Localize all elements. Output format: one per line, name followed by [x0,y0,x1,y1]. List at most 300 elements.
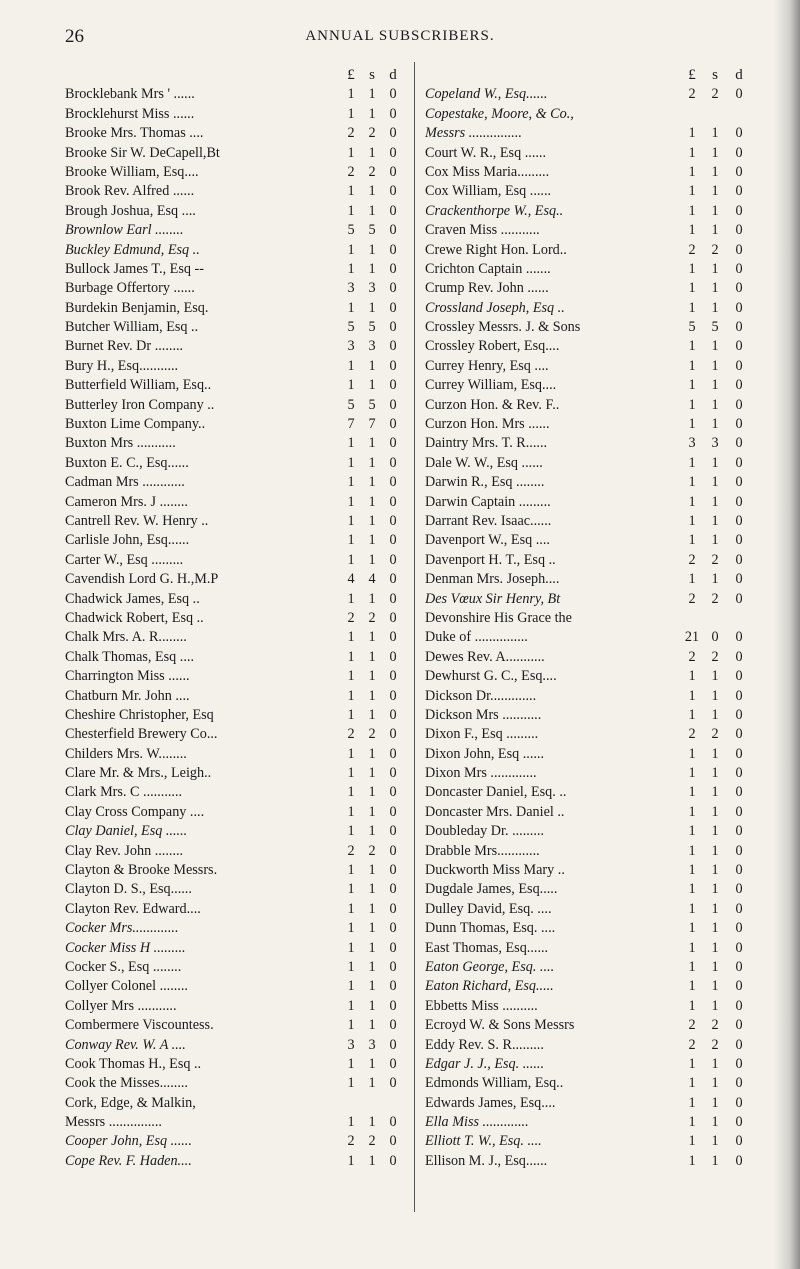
pounds-amount: 1 [347,784,355,801]
subscriber-row [425,628,759,647]
subscriber-name: Cook the Misses........ [65,1075,188,1092]
pence-amount: 0 [735,532,743,549]
pence-amount: 0 [389,609,397,626]
subscriber-name: Crossland Joseph, Esq .. [425,299,565,316]
subscriber-row [65,454,405,473]
pence-amount: 0 [735,454,743,471]
pounds-amount: 1 [347,590,355,607]
subscriber-name: Doubleday Dr. ......... [425,823,544,840]
pounds-amount: 1 [347,1017,355,1034]
subscriber-name: Cocker Mrs............. [65,920,179,937]
subscriber-name: Eaton Richard, Esq..... [425,978,554,995]
subscriber-row [425,396,759,415]
pence-amount: 0 [735,338,743,355]
shillings-amount: 1 [368,86,376,103]
shillings-amount: 1 [711,920,719,937]
shillings-amount: 1 [368,648,376,665]
shillings-amount: 1 [368,900,376,917]
subscriber-name: Doncaster Daniel, Esq. .. [425,784,567,801]
pounds-amount: 3 [347,1036,355,1053]
shillings-amount: 3 [711,435,719,452]
subscriber-row [65,144,405,163]
subscriber-name: Ebbetts Miss .......... [425,997,538,1014]
subscriber-name: Curzon Hon. & Rev. F.. [425,396,560,413]
shillings-header: s [712,67,718,83]
subscriber-name: Bullock James T., Esq -- [65,260,204,277]
pence-amount: 0 [735,241,743,258]
pounds-amount: 1 [347,183,355,200]
subscriber-name: Dunn Thomas, Esq. .... [425,920,556,937]
shillings-amount: 1 [368,1055,376,1072]
subscriber-name: Cox Miss Maria......... [425,163,550,180]
subscriber-name: Chadwick James, Esq .. [65,590,200,607]
subscriber-name: Burnet Rev. Dr ........ [65,338,184,355]
subscriber-row [425,512,759,531]
shillings-amount: 1 [711,396,719,413]
pounds-amount: 1 [688,260,696,277]
shillings-amount: 3 [368,280,376,297]
shillings-amount: 1 [711,571,719,588]
pence-amount: 0 [735,978,743,995]
subscriber-name: Davenport W., Esq .... [425,532,550,549]
pounds-amount: 1 [347,803,355,820]
subscriber-row [425,279,759,298]
shillings-amount: 2 [368,609,376,626]
pence-amount: 0 [389,299,397,316]
pence-amount: 0 [389,668,397,685]
subscriber-name: Brooke William, Esq.... [65,163,199,180]
pence-amount: 0 [735,745,743,762]
shillings-amount: 1 [368,493,376,510]
pounds-amount: 1 [347,260,355,277]
pounds-amount: 1 [347,920,355,937]
shillings-amount: 1 [711,1055,719,1072]
subscriber-name: Court W. R., Esq ...... [425,144,547,161]
subscriber-row [425,202,759,221]
shillings-amount: 5 [368,222,376,239]
pounds-amount: 1 [688,571,696,588]
subscriber-name: Messrs ............... [65,1114,162,1131]
pence-amount: 0 [735,668,743,685]
pounds-amount: 1 [347,377,355,394]
subscriber-name: Chalk Thomas, Esq .... [65,648,194,665]
shillings-amount: 5 [368,319,376,336]
subscriber-name: Brough Joshua, Esq .... [65,202,196,219]
subscriber-row [425,842,759,861]
pence-amount: 0 [389,590,397,607]
subscriber-row [65,1074,405,1093]
subscriber-name: Eaton George, Esq. .... [425,958,555,975]
subscriber-name: Crewe Right Hon. Lord.. [425,241,567,258]
pence-amount: 0 [735,299,743,316]
subscriber-row [65,396,405,415]
subscriber-row [65,551,405,570]
subscriber-row [425,783,759,802]
pence-amount: 0 [735,377,743,394]
page-header [0,26,800,48]
subscriber-row [65,725,405,744]
subscriber-row [425,764,759,783]
pounds-amount: 1 [347,668,355,685]
pounds-amount: 1 [347,86,355,103]
pence-amount: 0 [735,1114,743,1131]
subscriber-row [425,939,759,958]
shillings-amount: 1 [368,1075,376,1092]
subscriber-name: Bury H., Esq........... [65,357,179,374]
pence-amount: 0 [735,222,743,239]
subscriber-name: Ecroyd W. & Sons Messrs [425,1017,575,1034]
pounds-amount: 1 [688,377,696,394]
shillings-amount: 1 [711,862,719,879]
pounds-amount: 1 [347,900,355,917]
pounds-amount: 1 [347,862,355,879]
pounds-amount: 1 [347,881,355,898]
pounds-amount: 2 [347,726,355,743]
pence-amount: 0 [389,1133,397,1150]
pounds-amount: 1 [688,493,696,510]
subscriber-row [65,241,405,260]
pence-amount: 0 [389,687,397,704]
subscriber-row [65,376,405,395]
pence-amount: 0 [735,202,743,219]
shillings-amount: 1 [711,144,719,161]
pounds-amount: 1 [688,532,696,549]
subscriber-name: Daintry Mrs. T. R...... [425,435,548,452]
pence-amount: 0 [735,416,743,433]
subscriber-row [65,1055,405,1074]
shillings-amount: 1 [711,706,719,723]
pounds-amount: 1 [347,551,355,568]
subscriber-name: Clayton Rev. Edward.... [65,900,201,917]
pence-amount: 0 [389,958,397,975]
pence-amount: 0 [735,1075,743,1092]
page-edge-shadow [774,0,800,1269]
subscriber-row [65,745,405,764]
subscriber-name: Chadwick Robert, Esq .. [65,609,204,626]
pence-amount: 0 [735,183,743,200]
shillings-amount: 2 [711,1017,719,1034]
shillings-amount: 2 [368,125,376,142]
pence-header: d [735,67,743,83]
subscriber-name: Currey Henry, Esq .... [425,357,549,374]
subscriber-name: Crump Rev. John ...... [425,280,549,297]
pence-amount: 0 [389,280,397,297]
pounds-amount: 1 [347,648,355,665]
subscriber-name: Childers Mrs. W........ [65,745,187,762]
pence-amount: 0 [735,1152,743,1169]
pence-amount: 0 [735,881,743,898]
pounds-amount: 1 [688,512,696,529]
subscriber-row [425,977,759,996]
shillings-amount: 1 [711,939,719,956]
subscriber-row [425,609,759,628]
subscriber-row [65,531,405,550]
subscriber-name: Crossley Messrs. J. & Sons [425,319,581,336]
left-subscriber-column [65,66,405,1171]
shillings-amount: 2 [368,163,376,180]
subscriber-name: Charrington Miss ...... [65,668,190,685]
pence-amount: 0 [735,726,743,743]
subscriber-row [65,1016,405,1035]
subscriber-name: Dixon F., Esq ......... [425,726,539,743]
pounds-amount: 1 [347,299,355,316]
shillings-amount: 1 [711,377,719,394]
page-number: 26 [65,26,84,47]
subscriber-name: Ella Miss ............. [425,1114,529,1131]
pence-amount: 0 [389,997,397,1014]
subscriber-row [425,376,759,395]
shillings-amount: 7 [368,416,376,433]
subscriber-row [425,706,759,725]
shillings-amount: 2 [711,551,719,568]
pounds-amount: 2 [347,609,355,626]
subscriber-row [425,822,759,841]
subscriber-name: Cope Rev. F. Haden.... [65,1152,192,1169]
pounds-amount: 1 [688,862,696,879]
subscriber-name: Davenport H. T., Esq .. [425,551,556,568]
subscriber-row [425,531,759,550]
subscriber-name: Darrant Rev. Isaac...... [425,512,552,529]
pounds-amount: 1 [347,474,355,491]
subscriber-name: Drabble Mrs............ [425,842,540,859]
shillings-amount: 2 [368,726,376,743]
shillings-amount: 1 [368,105,376,122]
subscriber-row [425,551,759,570]
pence-amount: 0 [735,862,743,879]
subscriber-row [425,1016,759,1035]
pence-amount: 0 [735,493,743,510]
shillings-amount: 1 [711,900,719,917]
shillings-amount: 0 [711,629,719,646]
subscriber-row [425,1094,759,1113]
subscriber-row [65,764,405,783]
subscriber-name: Currey William, Esq.... [425,377,557,394]
subscriber-row [65,1152,405,1171]
pence-amount: 0 [389,648,397,665]
shillings-amount: 1 [368,668,376,685]
subscriber-row [65,687,405,706]
pounds-amount: 1 [347,532,355,549]
subscriber-row [425,357,759,376]
subscriber-row [425,454,759,473]
shillings-amount: 1 [711,1114,719,1131]
subscriber-row [65,648,405,667]
subscriber-name: Brocklehurst Miss ...... [65,105,195,122]
shillings-amount: 1 [368,765,376,782]
subscriber-row [65,919,405,938]
pence-amount: 0 [389,416,397,433]
pence-amount: 0 [389,745,397,762]
subscriber-row [65,1132,405,1151]
pence-amount: 0 [389,920,397,937]
pence-amount: 0 [389,939,397,956]
shillings-amount: 1 [368,377,376,394]
subscriber-row [425,803,759,822]
subscriber-name: Clay Rev. John ........ [65,842,184,859]
pence-amount: 0 [389,765,397,782]
pence-amount: 0 [735,435,743,452]
subscriber-name: Buckley Edmund, Esq .. [65,241,200,258]
pounds-amount: 1 [347,958,355,975]
subscriber-name: Copestake, Moore, & Co., [425,105,574,122]
subscriber-row [425,1036,759,1055]
shillings-amount: 1 [711,163,719,180]
pounds-amount: 1 [688,454,696,471]
subscriber-name: Cork, Edge, & Malkin, [65,1094,196,1111]
pounds-amount: 2 [347,163,355,180]
shillings-amount: 1 [711,357,719,374]
shillings-header: s [369,67,375,83]
subscriber-row [425,880,759,899]
pounds-amount: 1 [688,1133,696,1150]
pounds-amount: 1 [688,765,696,782]
subscriber-row [425,260,759,279]
shillings-amount: 1 [711,125,719,142]
shillings-amount: 1 [711,532,719,549]
shillings-amount: 1 [711,299,719,316]
shillings-amount: 2 [711,86,719,103]
pounds-amount: 1 [688,803,696,820]
shillings-amount: 1 [368,1152,376,1169]
subscriber-row [65,977,405,996]
pounds-amount: 2 [688,86,696,103]
subscriber-name: Craven Miss ........... [425,222,540,239]
subscriber-row [65,628,405,647]
currency-header-row [425,66,759,85]
pounds-amount: 5 [347,222,355,239]
pence-amount: 0 [735,1017,743,1034]
subscriber-row [65,221,405,240]
subscriber-name: Dulley David, Esq. .... [425,900,552,917]
shillings-amount: 1 [711,183,719,200]
pounds-amount: 1 [688,125,696,142]
subscriber-row [65,337,405,356]
pounds-amount: 2 [347,842,355,859]
pence-amount: 0 [735,590,743,607]
subscriber-row [65,958,405,977]
subscriber-name: Chalk Mrs. A. R........ [65,629,187,646]
shillings-amount: 1 [368,551,376,568]
pence-amount: 0 [735,357,743,374]
pence-amount: 0 [735,1133,743,1150]
subscriber-row [425,919,759,938]
pence-amount: 0 [735,86,743,103]
pounds-amount: 1 [688,842,696,859]
pounds-amount: 1 [347,745,355,762]
subscriber-row [65,590,405,609]
pence-amount: 0 [735,571,743,588]
pence-amount: 0 [735,1055,743,1072]
subscriber-row [425,648,759,667]
subscriber-row [65,939,405,958]
subscriber-row [65,85,405,104]
pence-header: d [389,67,397,83]
subscriber-name: Darwin R., Esq ........ [425,474,545,491]
shillings-amount: 1 [368,823,376,840]
pounds-amount: 1 [347,629,355,646]
subscriber-name: Collyer Mrs ........... [65,997,177,1014]
subscriber-row [425,570,759,589]
pounds-amount: 1 [688,668,696,685]
pounds-amount: 1 [688,687,696,704]
subscriber-name: Dale W. W., Esq ...... [425,454,543,471]
pounds-amount: 1 [688,1114,696,1131]
shillings-amount: 1 [711,958,719,975]
pounds-amount: 2 [688,1017,696,1034]
subscriber-name: Duckworth Miss Mary .. [425,862,565,879]
pounds-amount: 1 [688,920,696,937]
pence-amount: 0 [735,551,743,568]
subscriber-name: Buxton Mrs ........... [65,435,176,452]
pence-amount: 0 [389,571,397,588]
subscriber-name: Burbage Offertory ...... [65,280,195,297]
pounds-amount: 1 [688,299,696,316]
subscriber-row [425,124,759,143]
shillings-amount: 2 [711,648,719,665]
subscriber-name: Crichton Captain ....... [425,260,551,277]
pounds-amount: 1 [688,997,696,1014]
shillings-amount: 1 [368,881,376,898]
subscriber-row [425,1055,759,1074]
pence-amount: 0 [735,629,743,646]
pounds-amount: 1 [347,454,355,471]
shillings-amount: 1 [368,784,376,801]
shillings-amount: 1 [711,416,719,433]
subscriber-name: Duke of ............... [425,629,528,646]
pence-amount: 0 [389,125,397,142]
subscriber-row [425,861,759,880]
shillings-amount: 1 [368,357,376,374]
pounds-amount: 2 [347,125,355,142]
subscriber-name: Dugdale James, Esq..... [425,881,558,898]
pounds-amount: 1 [347,765,355,782]
subscriber-row [65,997,405,1016]
pounds-header: £ [688,67,696,83]
pounds-amount: 1 [347,1152,355,1169]
pence-amount: 0 [389,1114,397,1131]
subscriber-name: Brooke Mrs. Thomas .... [65,125,204,142]
pence-amount: 0 [389,474,397,491]
pence-amount: 0 [389,900,397,917]
subscriber-name: Clayton & Brooke Messrs. [65,862,218,879]
subscriber-row [65,783,405,802]
subscriber-name: Edwards James, Esq.... [425,1094,556,1111]
subscriber-row [65,512,405,531]
pence-amount: 0 [389,629,397,646]
subscriber-row [65,434,405,453]
subscriber-name: Cheshire Christopher, Esq [65,706,214,723]
pence-amount: 0 [735,958,743,975]
pence-amount: 0 [735,648,743,665]
subscriber-row [65,105,405,124]
subscriber-name: Doncaster Mrs. Daniel .. [425,803,565,820]
pence-amount: 0 [735,163,743,180]
subscriber-row [425,337,759,356]
shillings-amount: 1 [368,183,376,200]
subscriber-row [425,163,759,182]
pounds-amount: 3 [347,338,355,355]
shillings-amount: 1 [368,454,376,471]
subscriber-name: Crossley Robert, Esq.... [425,338,560,355]
shillings-amount: 1 [368,687,376,704]
shillings-amount: 1 [368,920,376,937]
subscriber-name: Dixon Mrs ............. [425,765,537,782]
pounds-amount: 1 [688,396,696,413]
subscriber-row [425,105,759,124]
pounds-amount: 2 [347,1133,355,1150]
pounds-amount: 1 [688,900,696,917]
subscriber-row [425,299,759,318]
